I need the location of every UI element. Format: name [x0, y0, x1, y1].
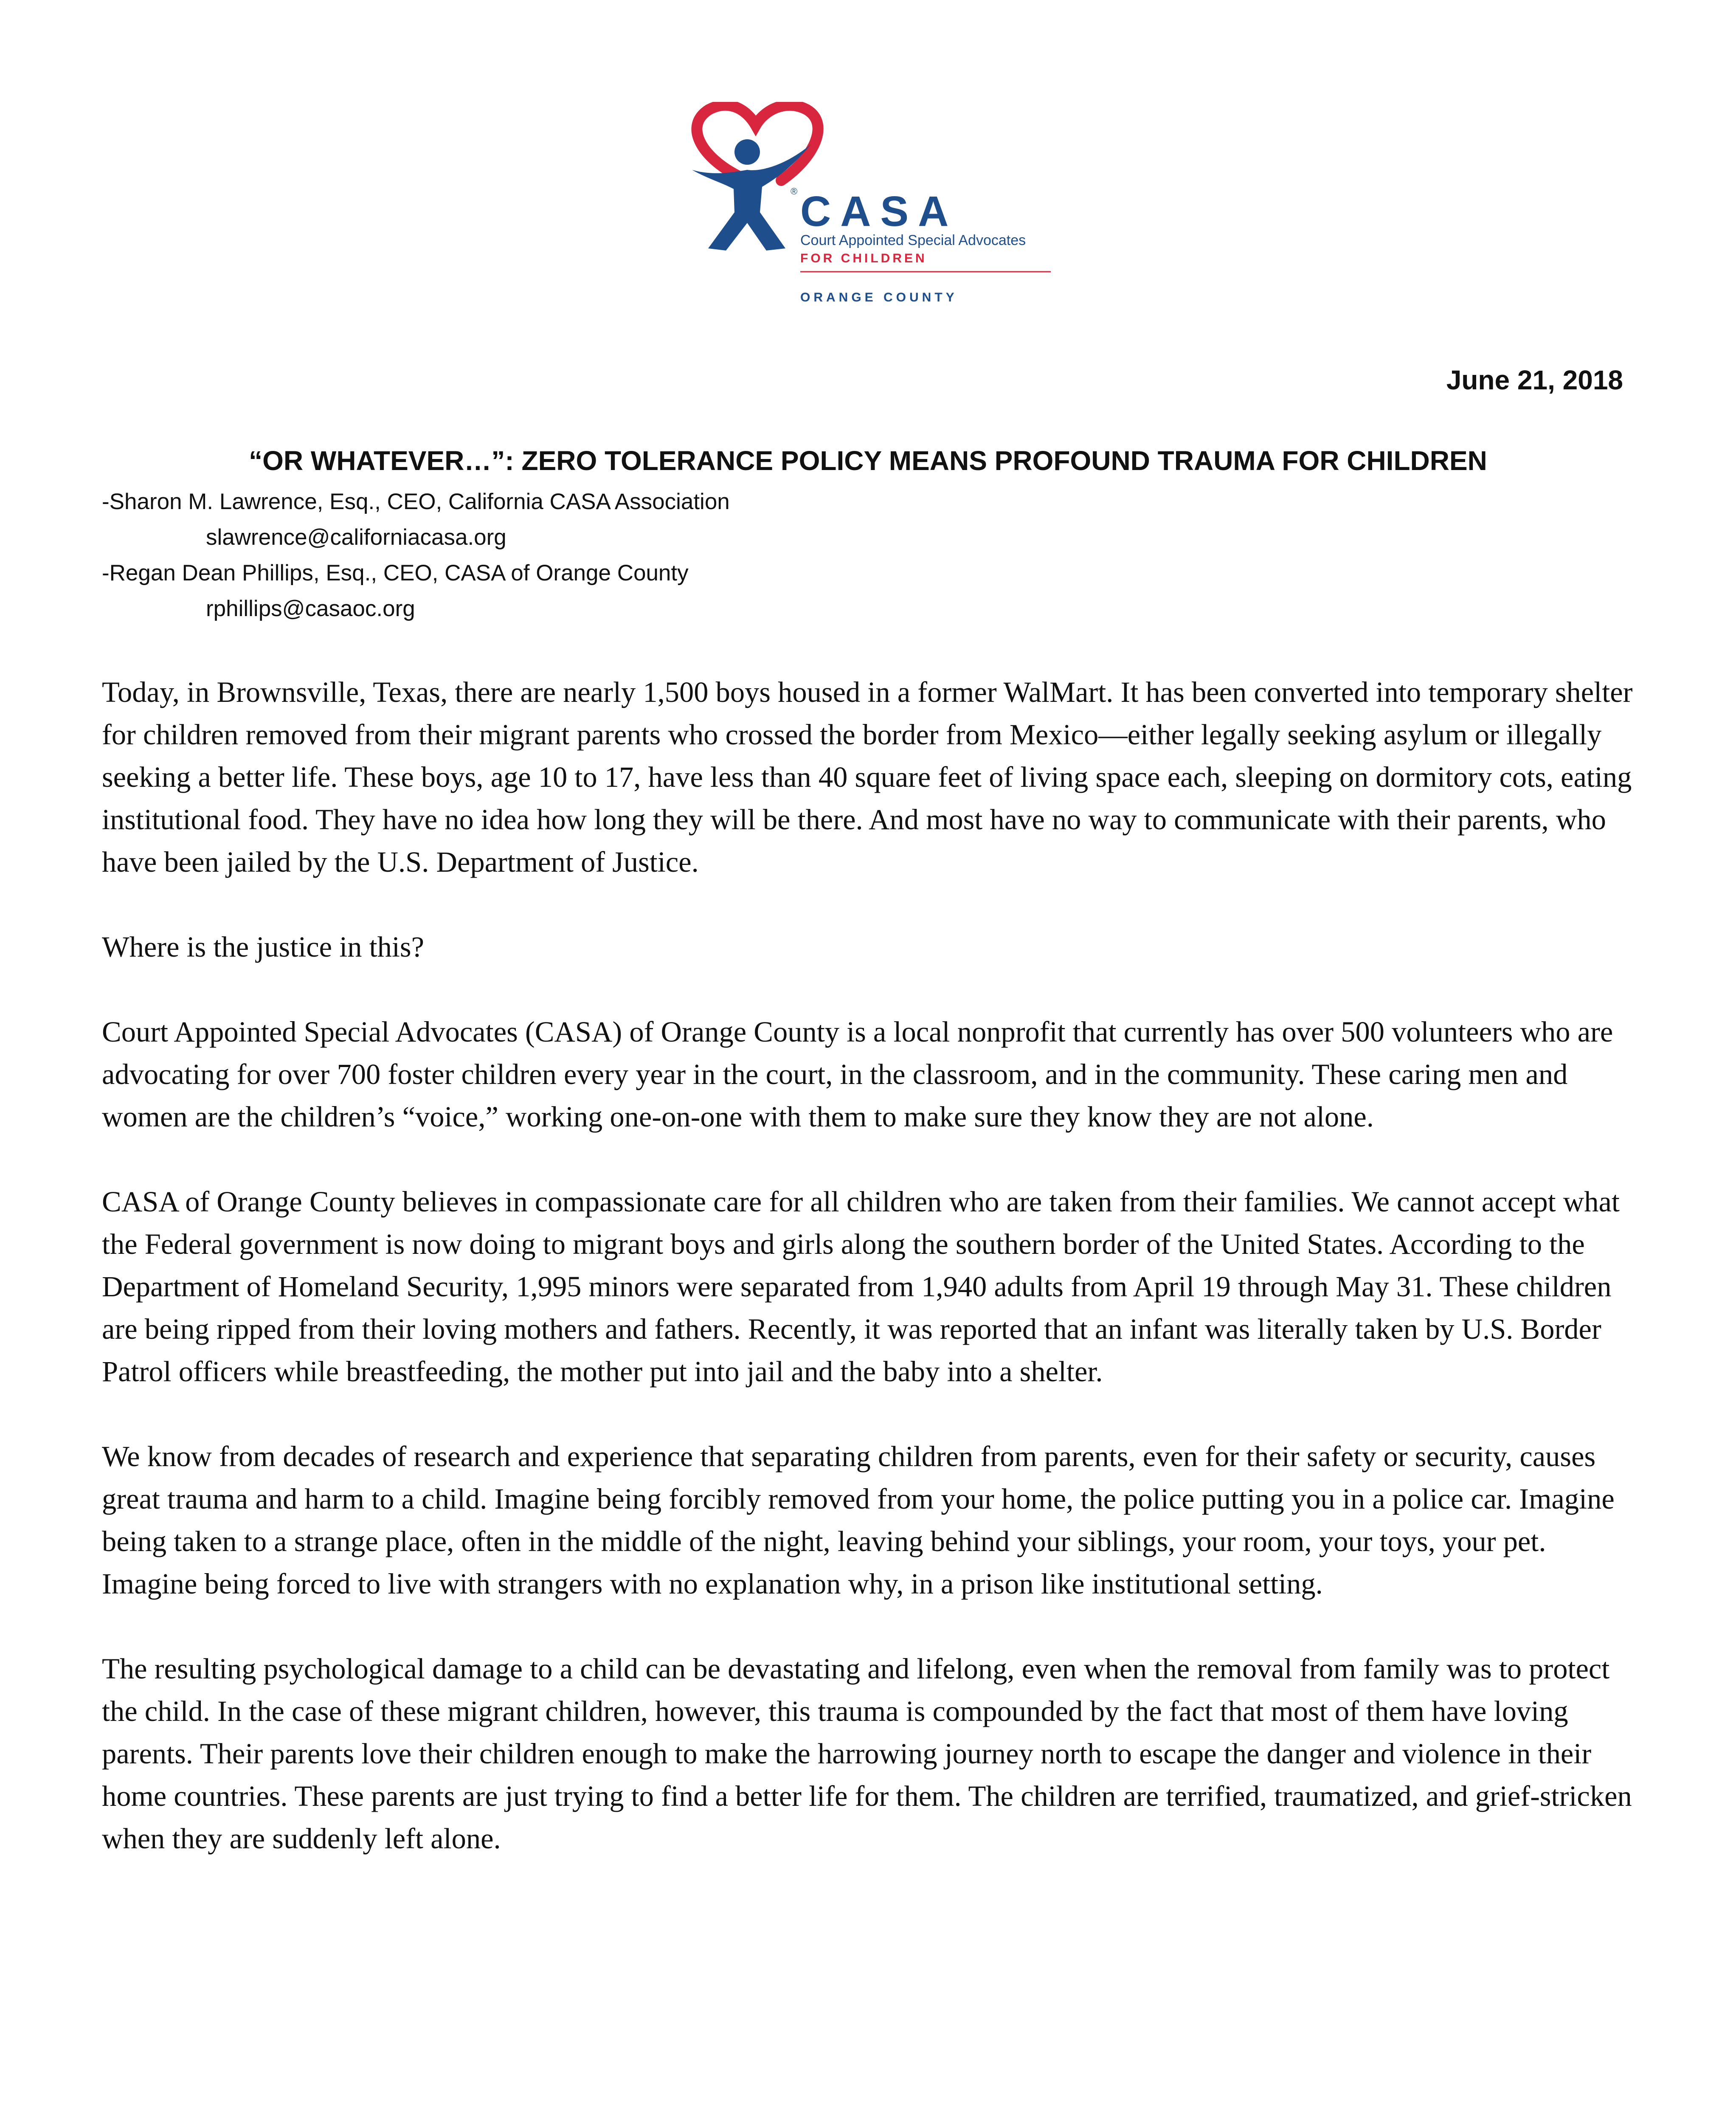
author-2: -Regan Dean Phillips, Esq., CEO, CASA of Orange County	[102, 560, 689, 586]
casa-logo	[675, 102, 1057, 314]
author-1: -Sharon M. Lawrence, Esq., CEO, California CASA Association	[102, 489, 730, 514]
registered-mark: ®	[791, 186, 798, 197]
paragraph-2: Where is the justice in this?	[102, 931, 424, 963]
document-date: June 21, 2018	[1446, 365, 1623, 395]
author-2-email: rphillips@casaoc.org	[206, 596, 415, 621]
paragraph-4: CASA of Orange County believes in compassionate care for all children who are taken from their families. We cannot accept what the Federal government is now doing to migrant boys and girls along the southern border of the United States. According to the Department of Homeland Security, 1,995 minors were separated from 1,940 adults from April 19 through May 31. These children are being ripped from their loving mothers and fathers. Recently, it was reported that an infant was literally taken by U.S. Border Patrol officers while breastfeeding, the mother put into jail and the baby into a shelter.	[102, 1185, 1620, 1388]
paragraph-1: Today, in Brownsville, Texas, there are nearly 1,500 boys housed in a former WalMart. It has been converted into temporary shelter for children removed from their migrant parents who crossed the border from Mexico—either legally seeking asylum or illegally seeking a better life. These boys, age 10 to 17, have less than 40 square feet of living space each, sleeping on dormitory cots, eating institutional food. They have no idea how long they will be there. And most have no way to communicate with their parents, who have been jailed by the U.S. Department of Justice.	[102, 676, 1633, 878]
paragraph-3: Court Appointed Special Advocates (CASA) of Orange County is a local nonprofit that currently has over 500 volunteers who are advocating for over 700 foster children every year in the court, in the classroom, and in the community. These caring men and women are the children’s “voice,” working one-on-one with them to make sure they know they are not alone.	[102, 1016, 1613, 1133]
logo-name: CASA	[800, 188, 958, 235]
logo-for-children: FOR CHILDREN	[800, 251, 927, 265]
author-block	[102, 484, 730, 627]
headline: “OR WHATEVER…”: ZERO TOLERANCE POLICY MEANS PROFOUND TRAUMA FOR CHILDREN	[249, 445, 1487, 476]
logo-orange-county: ORANGE COUNTY	[800, 290, 958, 304]
paragraph-6: The resulting psychological damage to a child can be devastating and lifelong, even when the removal from family was to protect the child. In the case of these migrant children, however, this trauma is compounded by the fact that most of them have loving parents. Their parents love their children enough to make the harrowing journey north to escape the danger and violence in their home countries. These parents are just trying to find a better life for them. The children are terrified, traumatized, and grief-stricken when they are suddenly left alone.	[102, 1653, 1632, 1855]
paragraph-5: We know from decades of research and experience that separating children from parents, even for their safety or security, causes great trauma and harm to a child. Imagine being forcibly removed from your home, the police putting you in a police car. Imagine being taken to a strange place, often in the middle of the night, leaving behind your siblings, your room, your toys, your pet. Imagine being forced to live with strangers with no explanation why, in a prison like institutional setting.	[102, 1440, 1615, 1600]
body-text	[102, 671, 1647, 1902]
author-1-email: slawrence@californiacasa.org	[206, 525, 506, 550]
heart-icon	[697, 105, 818, 180]
logo-tagline: Court Appointed Special Advocates	[800, 232, 1026, 248]
